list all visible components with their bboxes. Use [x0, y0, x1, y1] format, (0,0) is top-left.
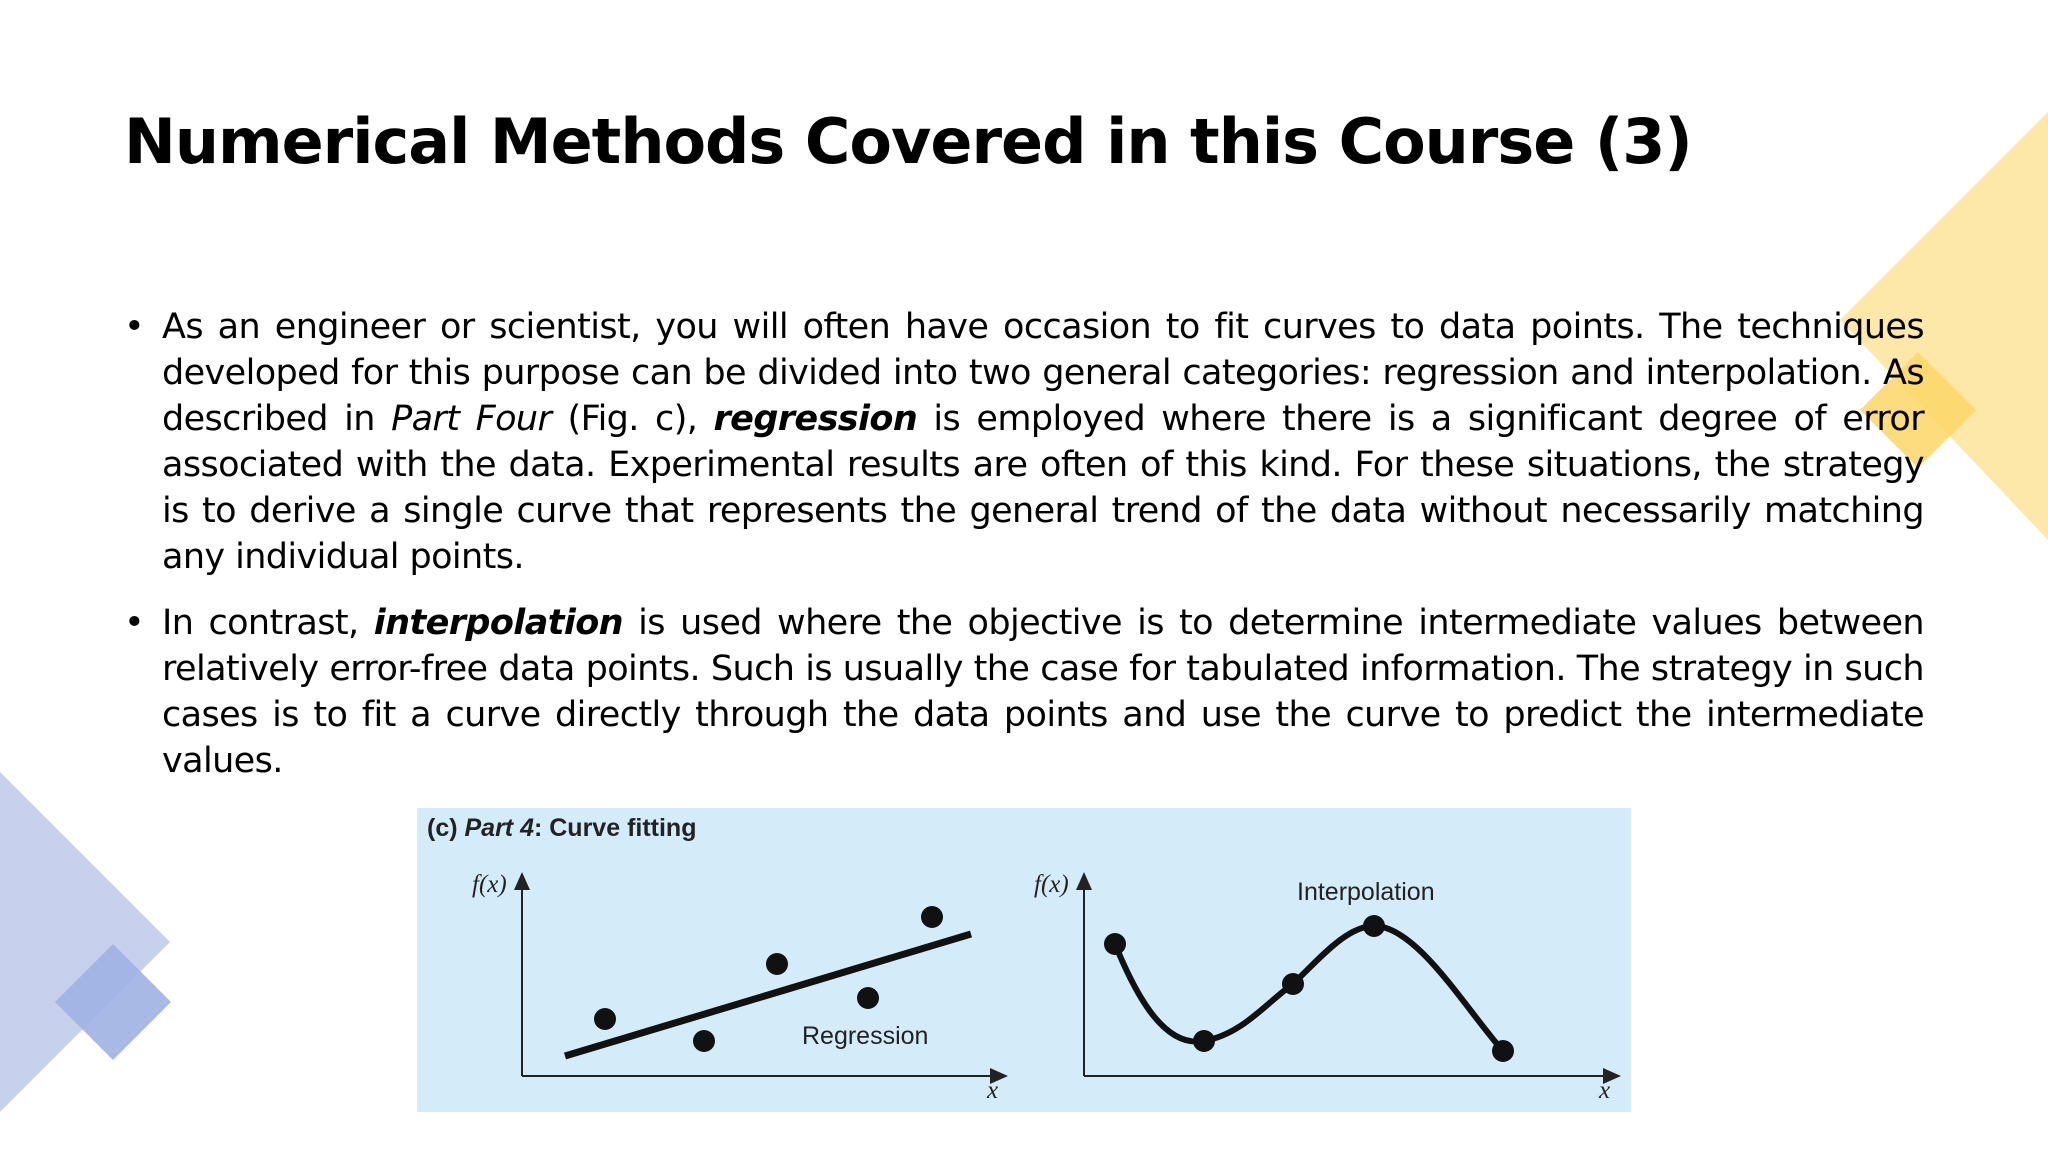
caption-prefix: (c) — [427, 814, 465, 842]
interpolation-panel — [1034, 871, 1613, 1104]
caption-part: Part 4 — [464, 814, 534, 842]
interpolation-point — [1193, 1030, 1215, 1052]
curve-fitting-figure — [417, 808, 1631, 1112]
interpolation-y-label: f(x) — [1034, 871, 1069, 898]
interpolation-curve — [1115, 926, 1503, 1051]
bullet-text-italic: Part Four — [391, 399, 552, 439]
regression-point — [921, 906, 943, 928]
bullet-term-interpolation: interpolation — [373, 603, 623, 643]
blue-diamond-large — [0, 772, 170, 1112]
regression-point — [857, 987, 879, 1009]
regression-label: Regression — [802, 1022, 929, 1050]
regression-point — [766, 953, 788, 975]
interpolation-label: Interpolation — [1297, 878, 1435, 906]
regression-panel — [472, 871, 1000, 1104]
regression-y-label: f(x) — [472, 871, 507, 898]
regression-point — [594, 1008, 616, 1030]
bullet-regression — [124, 304, 1924, 580]
bullet-text: is employed where there is a significant degree of error associated with the data. Experimental results are often of this kind. For these situations, the strategy is to derive a single curve that represents the general trend of the data without necessarily matching any individual points. — [162, 399, 1925, 577]
slide-title: Numerical Methods Covered in this Course (3) — [124, 105, 1692, 178]
bullet-text: (Fig. c), — [551, 399, 714, 439]
bullet-term-regression: regression — [713, 399, 918, 439]
bullet-list — [124, 304, 1924, 804]
regression-x-label: x — [987, 1077, 999, 1104]
interpolation-point — [1104, 933, 1126, 955]
figure-plots — [417, 808, 1631, 1112]
bullet-text: In contrast, — [162, 603, 374, 643]
bullet-text: is used where the objective is to determine intermediate values between relatively error-free data points. Such is usually the case for tabulated information. The strategy in such cases is to fit a curve directly through the data points and use the curve to predict the intermediate values. — [162, 603, 1924, 781]
interpolation-x-label: x — [1599, 1077, 1611, 1104]
bullet-interpolation — [124, 600, 1924, 784]
interpolation-point — [1282, 973, 1304, 995]
interpolation-point — [1363, 915, 1385, 937]
regression-point — [693, 1030, 715, 1052]
interpolation-point — [1492, 1040, 1514, 1062]
caption-rest: : Curve fitting — [533, 814, 697, 842]
bullet-text: As an engineer or scientist, you will often have occasion to fit curves to data points. The techniques developed for this purpose can be divided into two general categories: regression and interpolation. As described in — [162, 307, 1924, 439]
